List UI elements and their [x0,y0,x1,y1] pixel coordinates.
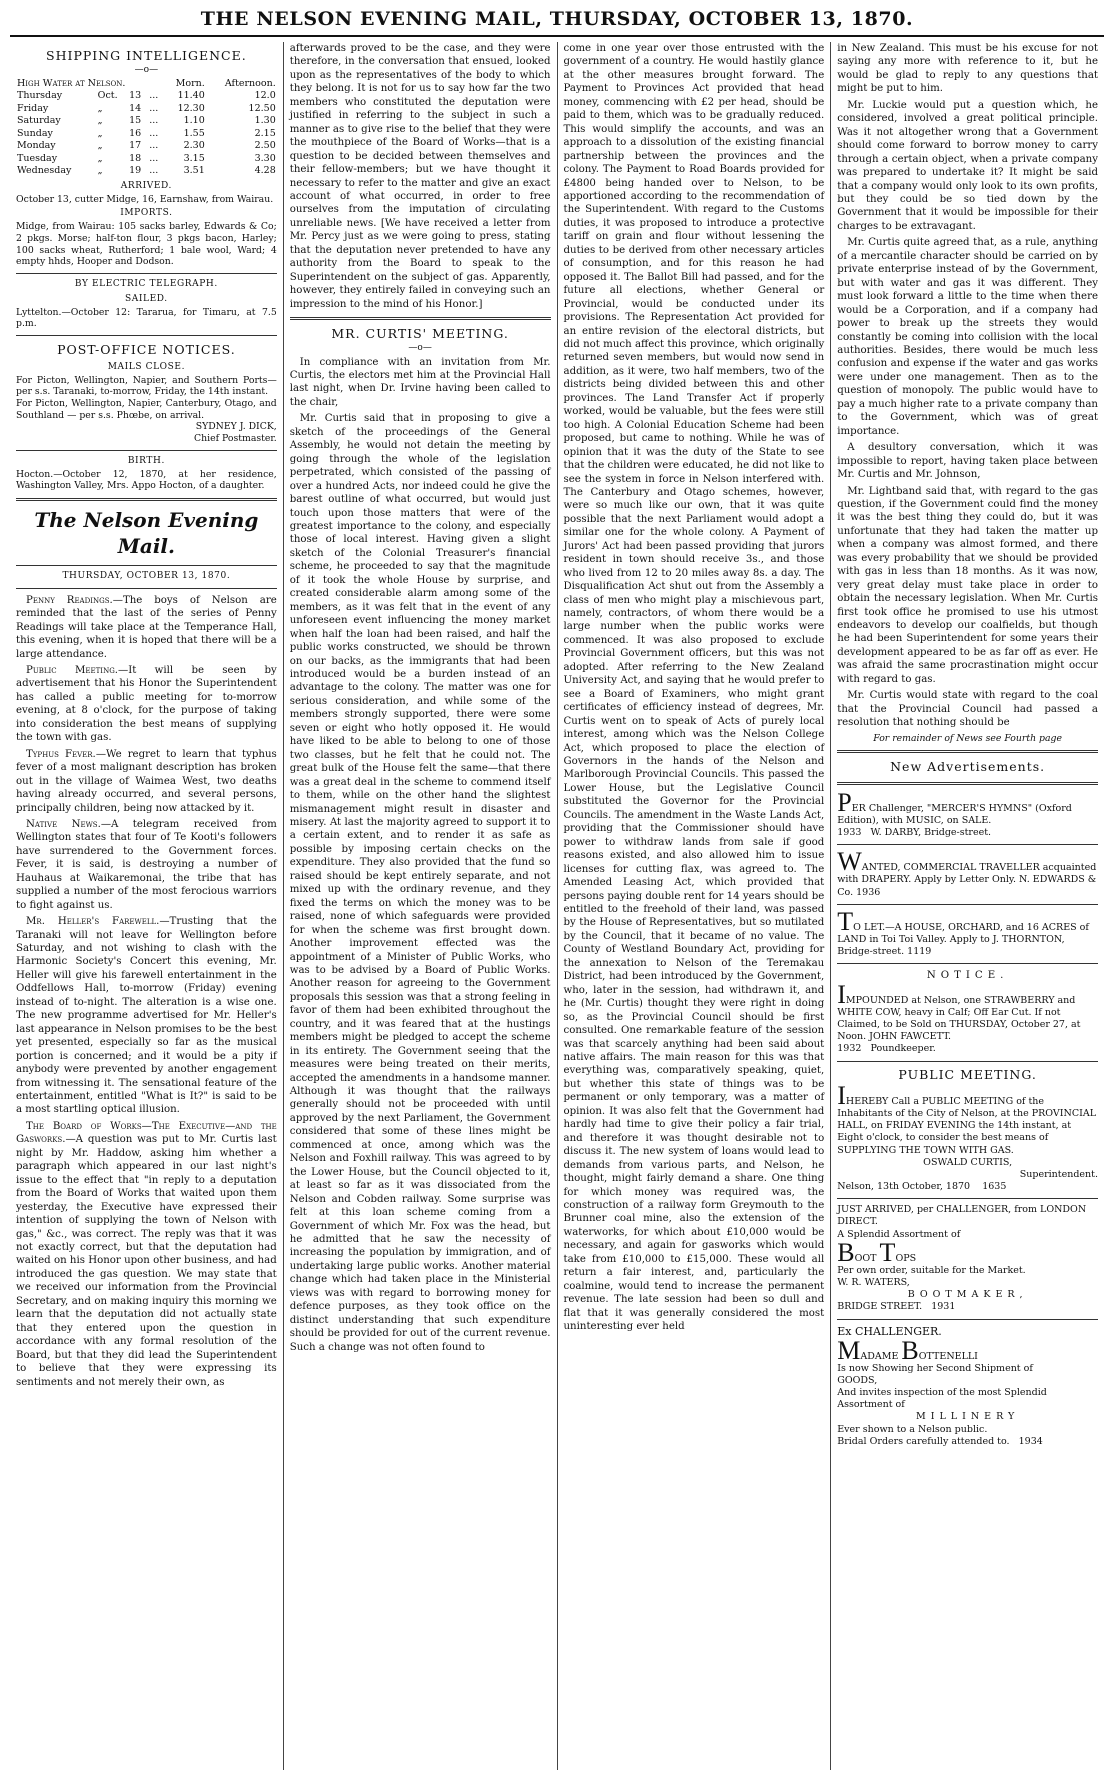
divider [837,782,1098,785]
divider [837,1198,1098,1199]
birth-text: Hocton.—October 12, 1870, at her residence, Washington Valley, Mrs. Appo Hocton, of a daughter. [16,468,277,492]
divider [837,1319,1098,1320]
mail-item: For Picton, Wellington, Napier, Canterbury, Otago, and Southland — per s.s. Phœbe, on arrival. [16,397,277,421]
advert-boot-tops: JUST ARRIVED, per CHALLENGER, from LONDON DIRECT. A Splendid Assortment of BOOT TOPS Per own order, suitable for the Market. W. R. WATERS, BOOTMAKER, BRIDGE STREET. 1931 [837,1204,1087,1313]
mail-item: For Picton, Wellington, Napier, and Southern Ports—per s.s. Taranaki, to-morrow, Friday, the 14th instant. [16,374,277,398]
paper-date: THURSDAY, OCTOBER 13, 1870. [62,570,231,581]
birth-heading: BIRTH. [127,455,165,466]
tide-row: Sunday „ 16 ... 1.55 2.15 [17,127,276,139]
news-paragraph: A desultory conversation, which it was impossible to report, having taken place between Mr. Curtis and Mr. Johnson, [837,442,1098,481]
advert-hymns: PER Challenger, "MERCER'S HYMNS" (Oxford Edition), with MUSIC, on SALE. 1933 W. DARBY, Bridge-street. [837,787,1072,839]
advert-impounded: IMPOUNDED at Nelson, one STRAWBERRY and WHITE COW, heavy in Calf; Off Ear Cut. If not Claimed, to be Sold on THURSDAY, October 27, at Noon. JOHN FAWCETT. 1932 Poundkeeper. [837,979,1081,1055]
news-paragraph: Public Meeting.—It will be seen by advertisement that his Honor the Superintendent has called a public meeting for to-morrow evening, at 8 o'clock, for the purpose of taking into consideration the best means of supplying the town with gas. [16,664,277,744]
columns [10,42,1104,1770]
divider [837,750,1098,753]
news-paragraph: Typhus Fever.—We regret to learn that typhus fever of a most malignant description has broken out in the village of Waimea West, two deaths having already occurred, and several persons, principally children, being now attacked by it. [16,748,277,814]
news-paragraph: afterwards proved to be the case, and they were therefore, in the conversation that ensued, looked upon as the representatives of the body to which they belong. It is not for us to say how far the two members who constituted the deputation were justified in referring to the subject in such a manner as to give rise to the belief that they were the mouthpiece of the Board of Works—that is a question to be decided between themselves and their fellow-members; but we have thought it necessary to refer to the matter and give an exact account of what occurred, in order to free ourselves from the imputation of circulating unreliable news. [We have received a letter from Mr. Percy just as we were going to press, stating that the deputation never pretended to have any authority from the Board to speak to the Superintendent on the subject of gas. Apparently, however, they entirely failed in conveying such an impression to the mind of his Honor.] [289,43,551,310]
divider [837,963,1098,964]
notice-heading: NOTICE. [926,970,1009,982]
divider [16,498,277,501]
mails-heading: MAILS CLOSE. [107,361,186,372]
drop-cap: I [837,979,846,1009]
shipping-heading: SHIPPING INTELLIGENCE. [46,48,247,63]
column-2 [284,42,558,1770]
postmaster-signature: SYDNEY J. DICK, [195,421,277,433]
divider [16,273,277,274]
arrived-heading: ARRIVED. [120,180,172,191]
tide-row: Saturday „ 15 ... 1.10 1.30 [17,115,276,127]
divider [837,844,1098,845]
advert-to-let: TO LET.—A HOUSE, ORCHARD, and 16 ACRES of LAND in Toi Toi Valley. Apply to J. THORNTON, Bridge-street. 1119 [837,906,1089,958]
drop-cap: W [837,847,862,877]
telegraph-heading: BY ELECTRIC TELEGRAPH. [74,279,218,290]
tide-table [16,78,277,178]
ornament: —o— [134,64,159,75]
column-1 [10,42,284,1770]
divider [16,588,277,589]
advert-public-meeting: IHEREBY Call a PUBLIC MEETING of the Inhabitants of the City of Nelson, at the PROVINCIAL HALL, on FRIDAY EVENING the 14th instant, at Eight o'clock, to consider the best means of SUPPLYING THE TOWN WITH GAS. OSWALD CURTIS, Superintendent. Nelson, 13th October, 1870 1635 [837,1081,1098,1193]
divider [837,1061,1098,1062]
masthead: THE NELSON EVENING MAIL, THURSDAY, OCTOBER 13, 1870. [10,8,1104,37]
news-paragraph: Mr. Curtis would state with regard to the coal that the Provincial Council had passed a resolution that nothing should be [837,690,1098,729]
column-4 [831,42,1104,1770]
ornament: —o— [408,342,432,353]
news-paragraph: Mr. Heller's Farewell.—Trusting that the Taranaki will not leave for Wellington before Saturday, and not wishing to clash with the Harmonic Society's Concert this evening, Mr. Heller will give his farewell entertainment in the Oddfellows Hall, to-morrow (Friday) evening instead of to-night. The alteration is a wise one. The new programme advertised for Mr. Heller's last appearance in Nelson promises to be the best yet presented, especially so far as the musical portion is concerned; and it would be a pity if anybody were prevented by another engagement from witnessing it. The sensational feature of the entertainment, entitled "What is It?" is said to be a most startling optical illusion. [16,916,277,1116]
divider [290,317,551,320]
postmaster-title: Chief Postmaster. [194,433,277,445]
arrived-text: October 13, cutter Midge, 16, Earnshaw, from Wairau. [16,193,274,205]
divider [16,450,277,451]
news-paragraph: Penny Readings.—The boys of Nelson are reminded that the last of the series of Penny Readings will take place at the Temperance Hall, this evening, when it is hoped that there will be a large attendance. [16,594,277,660]
remainder-note: For remainder of News see Fourth page [873,732,1062,744]
tide-row: Wednesday „ 19 ... 3.51 4.28 [17,165,276,177]
news-paragraph: In compliance with an invitation from Mr. Curtis, the electors met him at the Provincial Hall last night, when Dr. Irvine having been called to the chair, [289,356,551,408]
divider [16,565,277,566]
drop-cap: I [837,1081,846,1110]
public-meeting-heading: PUBLIC MEETING. [898,1066,1037,1082]
news-paragraph: Mr. Lightband said that, with regard to the gas question, if the Government could find the money it was the best thing they could do, but it was unfortunate that they had taken the matter up when a company was almost formed, and there was every probability that we should be provided with gas in less than 18 months. As it was now, very great delay must take place in order to obtain the necessary legislation. When Mr. Curtis first took office he promised to use his utmost endeavors to develop our coalfields, but though he had been Superintendent for some years their development appeared to be as far off as ever. He was afraid the same procrastination might occur with regard to gas. [837,485,1098,685]
imports-text: Midge, from Wairau: 105 sacks barley, Edwards & Co; 2 pkgs. Morse; half-ton flour, 3 pkgs bacon, Harley; 100 sacks wheat, Rutherford; 1 bale wool, Ward; 4 empty hhds, Hooper and Dodson. [16,221,277,268]
news-paragraph: Native News.—A telegram received from Wellington states that four of Te Kooti's followers have surrendered to the Government forces. Fever, it is said, is destroying a number of Hauhaus at Waikaremonai, the tribe that has supplied a number of the most ferocious warriors to fight against us. [16,818,277,911]
news-paragraph: Mr. Luckie would put a question which, he considered, involved a great political principle. Was it not altogether wrong that a Government should come forward to borrow money to carry through a certain object, when a private company was prepared to undertake it? It might be said that a company would only look to its own profits, but they could be so tied down by the Government that it would be impossible for their charges to be extravagant. [837,99,1098,232]
news-paragraph: come in one year over those entrusted with the government of a country. He would hastily glance at the other measures brought forward. The Payment to Provinces Act provided that head money, commencing with £2 per head, should be paid to them, which was to be gradually reduced. This would simplify the accounts, and was an approach to a dissolution of the existing financial partnership between the provinces and the colony. The Payment to Road Boards provided for £4800 being handed over to Nelson, to be apportioned according to the recommendation of the Superintendent. With regard to the Customs duties, it was proposed to introduce a protective tariff on grain and flour without lessening the duties to be derived from other necessary articles of consumption, and for this reason he had opposed it. The Ballot Bill had passed, and for the future all elections, whether General or Provincial, would be conducted under its provisions. The Representation Act provided for an entire revision of the electoral districts, but did not much affect this province, which originally returned seven members, but would now send in addition, as it were, two half members, two of the districts being divided between this and other provinces. The Land Transfer Act if properly worked, would be valuable, but the fees were still too high. A Colonial Education Scheme had been proposed, but came to nothing. While he was of opinion that it was the duty of the State to see that the children were educated, he did not like to see the system in force in Nelson interfered with. The Canterbury and Otago schemes, however, were so much like our own, that it was quite possible that the next Parliament would adopt a similar one for the whole colony. A Payment of Jurors' Act had been passed providing that jurors resident in town should receive 3s., and those who lived from 12 to 20 miles away 8s. a day. The Disqualification Act shut out from the Assembly a class of men who might play a mischievous part, namely, contractors, of whom there would be a large number when the public works were commenced. It was also proposed to exclude Provincial Government officers, but this was not adopted. After referring to the New Zealand University Act, and saying that he would prefer to see a Board of Examiners, who might grant certificates of efficiency instead of degrees, Mr. Curtis went on to speak of Acts of purely local interest, among which was the Nelson College Act, which proposed to place the election of Governors in the hands of the Nelson and Marlborough Provincial Councils. This passed the Lower House, but the Legislative Council substituted the Governor for the Provincial Councils. The amendment in the Waste Lands Act, providing that the Commissioner should have power to withdraw lands from sale if good reasons existed, and also allowed him to issue licenses for cutting flax, was agreed to. The Amended Leasing Act, which provided that persons paying double rent for 14 years should be entitled to the freehold of their land, was passed by the House of Representatives, but so mutilated by the Council, that it became of no value. The County of Westland Boundary Act, providing for the annexation to Nelson of the Teremakau District, had been introduced by the Government, who, later in the session, had withdrawn it, and he (Mr. Curtis) thought they were right in doing so, as the Provincial Council should be first consulted. One remarkable feature of the session was that scarcely anything had been said about native affairs. The main reason for this was that everything was, comparatively speaking, quiet, but whether this state of things was to be permanent or only temporary, was a matter of opinion. It was also felt that the Government had hardly had time to give their policy a fair trial, and therefore it was thought desirable not to discuss it. The new system of loans would lead to demands from various parts, and Nelson, he thought, might fairly demand a share. One thing for which money was required was, the construction of a railway form Greymouth to the Brunner coal mine, also the extension of the waterworks, for which about £10,000 would be necessary, and again for gasworks which would take from £10,000 to £15,000. These would all return a fair interest, and, particularly the coalmine, would tend to increase the permanent revenue. The late session had been so dull and flat that it was generally considered the most uninteresting ever held [563,43,825,1333]
drop-cap: T [837,906,854,936]
news-paragraph: Mr. Curtis quite agreed that, as a rule, anything of a mercantile character should be carried on by private enterprise instead of by the Government, but with water and gas it was different. They must look forward a little to the time when there would be a Corporation, and if a company had power to break up the streets they would constantly be coming into collision with the local authorities. Besides, there would be much less confusion and expense if the water and gas works were under one management. Then as to the question of monopoly. The public would have to pay a much higher rate to a private company than to the Government, which was of great importance. [837,237,1098,437]
paper-title: The Nelson Evening Mail. [34,508,259,559]
meeting-heading: MR. CURTIS' MEETING. [331,326,509,342]
tide-row: Thursday Oct. 13 ... 11.40 12.0 [17,90,276,102]
ads-heading: New Advertisements. [890,759,1046,775]
sailed-text: Lyttelton.—October 12: Tararua, for Timaru, at 7.5 p.m. [16,306,277,330]
tide-row: Friday „ 14 ... 12.30 12.50 [17,102,276,114]
tide-row: Tuesday „ 18 ... 3.15 3.30 [17,152,276,164]
imports-heading: IMPORTS. [120,208,173,219]
divider [16,335,277,336]
column-3 [558,42,832,1770]
drop-cap: P [837,787,852,817]
news-paragraph: in New Zealand. This must be his excuse for not saying any more with reference to it, but he would be glad to reply to any questions that might be put to him. [837,43,1098,95]
divider [837,904,1098,905]
post-heading: POST-OFFICE NOTICES. [57,342,236,358]
news-paragraph: Mr. Curtis said that in proposing to give a sketch of the proceedings of the General Assembly, he would not detain the meeting by going through the whole of the legislation perpetrated, which consisted of the passing of over a hundred Acts, nor indeed could he give the barest outline of what occurred, but would just touch upon those matters that were of the greatest importance to the colony, and especially those of local interest. Having given a slight sketch of the Colonial Treasurer's financial scheme, he proceeded to say that the magnitude of it took the whole House by surprise, and created considerable alarm among some of the members, as it was felt that in the event of any unforeseen event influencing the money market when half the loan had been raised, and half the public works constructed, we should be thrown on our backs, as the immigrants that had been introduced would be a burden instead of an advantage to the colony. The matter was one for serious consideration, and while some of the members strongly supported, there were some seven or eight who hotly opposed it. He would have liked to be able to belong to one of those two classes, but he felt that he could not. The great bulk of the House felt the same—that there was a great deal in the scheme to commend itself to them, while on the other hand the slightest mismanagement might result in disaster and misery. At last the majority agreed to support it to a certain extent, and to render it as safe as possible by imposing certain checks on the expenditure. They also provided that the fund so raised should be kept entirely separate, and not mixed up with the ordinary revenue, and they fixed the terms on which the money was to be raised, none of which safeguards were provided for when the scheme was first brought down. Another improvement effected was the appointment of a Minister of Public Works, who was to be advised by a Board of Public Works. Another reason for agreeing to the Government proposals this session was that a strong feeling in favor of them had been exhibited throughout the country, and it was feared that at the hustings members might be pledged to accept the scheme in its entirety. The Government seeing that the measures were being treated on their merits, accepted the amendments in a handsome manner. Although it was thought that the railways generally should not be proceeded with until approved by the next Parliament, the Government considered that some of these lines might be commenced at once, among which was the Nelson and Foxhill railway. This was agreed to by the Lower House, but the Council objected to it, at least so far as it was dissociated from the Nelson and Cobden railway. Some surprise was felt at this loan scheme coming from a Government of which Mr. Fox was the head, but he admitted that he saw the necessity of increasing the population by immigration, and of undertaking large public works. Another material change which had taken place in the Ministerial views was with regard to borrowing money for defence purposes, as they took office on the distinct understanding that such expenditure should be provided for out of the current revenue. Such a change was not often found to [289,413,551,1353]
tide-row: Monday „ 17 ... 2.30 2.50 [17,140,276,152]
news-paragraph: The Board of Works—The Executive—and the Gasworks.—A question was put to Mr. Curtis last night by Mr. Haddow, asking him whether a paragraph which appeared in our last night's issue to the effect that "in reply to a deputation from the Board of Works that waited upon them yesterday, the Executive have expressed their intention of supplying the town of Nelson with gas," &c., was correct. The reply was that it was not exactly correct, but that the deputation had waited on his Honor upon other business, and had introduced the gas question. We may state that we received our information from the Provincial Secretary, and on making inquiry this morning we learn that the deputation did not actually state that they entered upon the question in accordance with any formal resolution of the Board, but that they did lead the Superintendent to believe that they were expressing its sentiments and not merely their own, as [16,1120,277,1388]
advert-millinery: Ex CHALLENGER. MADAME BOTTENELLI Is now Showing her Second Shipment of GOODS, And invites inspection of the most Splendid Assortment of MILLINERY Ever shown to a Nelson public. Bridal Orders carefully attended to. 1934 [837,1324,1047,1447]
sailed-heading: SAILED. [125,293,168,304]
advert-wanted: WANTED, COMMERCIAL TRAVELLER acquainted with DRAPERY. Apply by Letter Only. N. EDWARDS & Co. 1936 [837,847,1097,898]
tide-header: High Water at Nelson. Morn. Afternoon. [17,77,276,89]
